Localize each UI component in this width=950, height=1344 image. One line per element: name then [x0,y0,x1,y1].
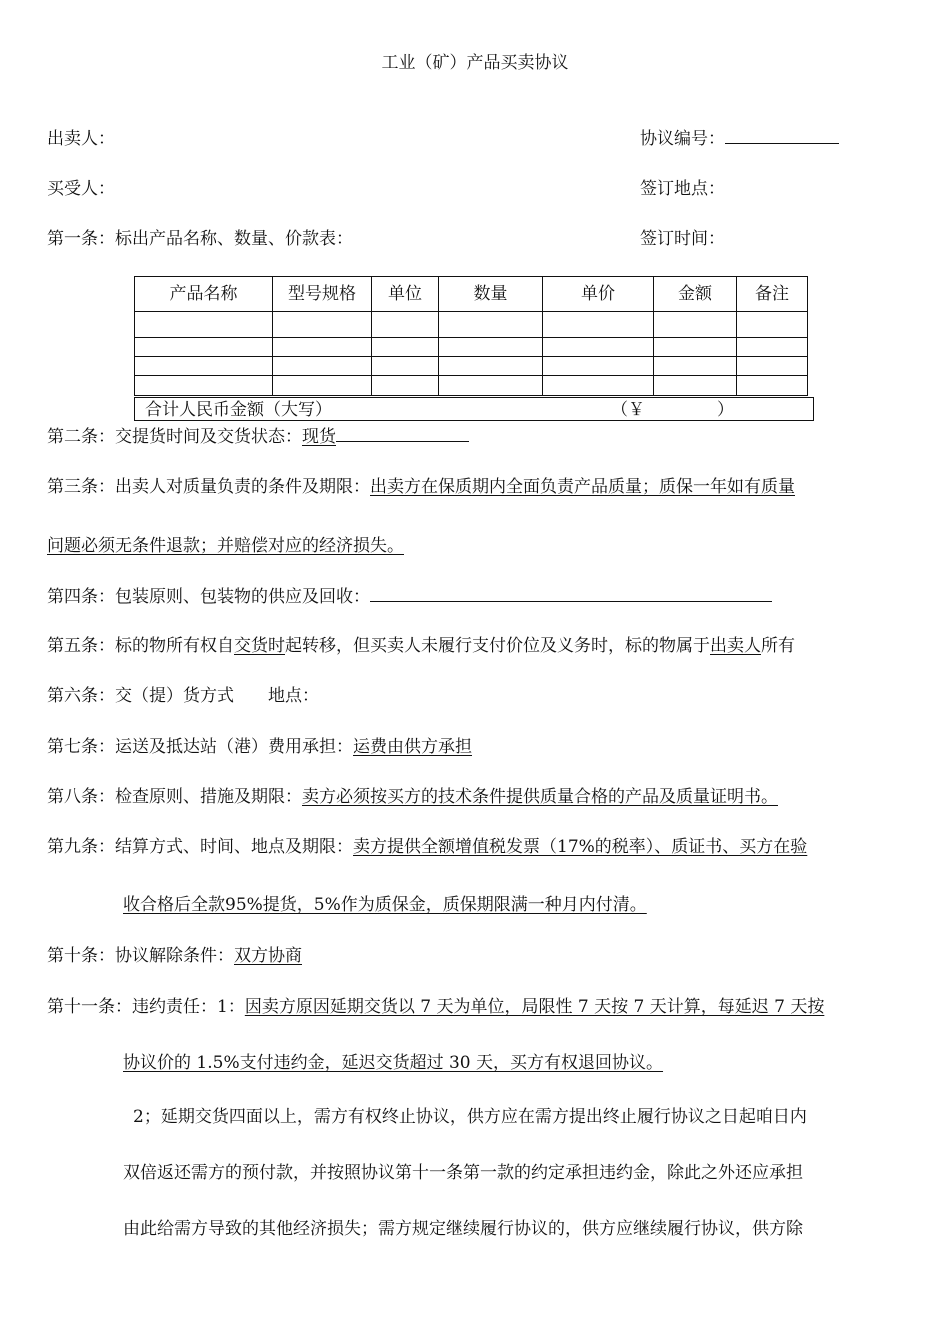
table-cell [543,357,654,376]
total-label: 合计人民币金额（大写） [145,400,332,420]
sign-place-label: 签订地点： [640,179,725,199]
table-cell [372,312,439,338]
article-8 [47,786,778,808]
table-cell [543,376,654,396]
agreement-no-blank [725,129,839,144]
article-7-label: 第七条：运送及抵达站（港）费用承担： [47,737,353,757]
article-9-value: 卖方提供全额增值税发票（17%的税率）、质证书、买方在验 [353,837,808,857]
table-cell [273,338,372,357]
article-8-value: 卖方必须按买方的技术条件提供质量合格的产品及质量证明书。 [302,787,778,807]
table-cell [654,376,737,396]
article-9-label: 第九条：结算方式、时间、地点及期限： [47,837,353,857]
sign-time-label: 签订时间： [640,229,725,249]
table-cell [439,357,543,376]
table-cell [273,376,372,396]
page-title: 工业（矿）产品买卖协议 [381,53,569,73]
article-5-underlined-2: 出卖人 [710,636,761,656]
article-7-value: 运费由供方承担 [353,737,472,757]
article-2-label: 第二条：交提货时间及交货状态： [47,427,302,447]
article-1: 第一条：标出产品名称、数量、价款表： [47,229,353,249]
table-cell [273,357,372,376]
article-5-part-2: 起转移，但买卖人未履行支付价位及义务时，标的物属于 [285,636,710,656]
article-2 [47,426,469,448]
article-11-label: 第十一条：违约责任：1： [47,997,245,1017]
article-5 [47,635,795,657]
buyer-label: 买受人： [47,179,115,199]
agreement-no-label [640,128,839,150]
table-cell [135,338,273,357]
article-9-line-2: 收合格后全款95%提货，5%作为质保金，质保期限满一种月内付清。 [123,895,647,915]
col-quantity: 数量 [439,277,543,312]
table-cell [135,376,273,396]
article-4-label: 第四条：包装原则、包装物的供应及回收： [47,587,370,607]
table-cell [737,338,808,357]
table-cell [543,312,654,338]
agreement-no-text: 协议编号： [640,129,725,149]
table-cell [654,357,737,376]
article-10-label: 第十条：协议解除条件： [47,946,234,966]
col-unit-price: 单价 [543,277,654,312]
article-11-line-2: 协议价的 1.5%支付违约金，延迟交货超过 30 天，买方有权退回协议。 [123,1053,664,1073]
article-2-blank [336,427,469,442]
article-4 [47,586,772,608]
table-cell [439,376,543,396]
article-3-value: 出卖方在保质期内全面负责产品质量；质保一年如有质量 [370,477,795,497]
article-3-line-2: 问题必须无条件退款；并赔偿对应的经济损失。 [47,536,404,556]
article-11-clause-2-line-3: 由此给需方导致的其他经济损失；需方规定继续履行协议的，供方应继续履行协议，供方除 [123,1219,803,1239]
article-11-clause-2-line-1: 2；延期交货四面以上，需方有权终止协议，供方应在需方提出终止履行协议之日起咱日内 [133,1107,807,1127]
table-cell [372,338,439,357]
seller-label: 出卖人： [47,129,115,149]
table-header-row [135,277,808,312]
table-cell [737,376,808,396]
table-cell [372,376,439,396]
article-11-clause-2-line-2: 双倍返还需方的预付款，并按照协议第十一条第一款的约定承担违约金，除此之外还应承担 [123,1163,803,1183]
article-5-part-3: 所有 [761,636,795,656]
article-7 [47,736,472,758]
article-3-line-1 [47,476,795,498]
col-unit: 单位 [372,277,439,312]
table-cell [737,357,808,376]
article-2-value: 现货 [302,427,336,447]
table-row [135,312,808,338]
article-10-value: 双方协商 [234,946,302,966]
article-10 [47,945,302,967]
table-cell [372,357,439,376]
article-11-value: 因卖方原因延期交货以 7 天为单位，局限性 7 天按 7 天计算，每延迟 7 天按 [244,997,825,1017]
col-model: 型号规格 [273,277,372,312]
article-9-line-1 [47,836,807,858]
table-cell [273,312,372,338]
col-product-name: 产品名称 [135,277,273,312]
col-amount: 金额 [654,277,737,312]
table-row [135,357,808,376]
table-cell [135,312,273,338]
total-row [134,397,814,421]
article-5-underlined-1: 交货时 [234,636,285,656]
article-8-label: 第八条：检查原则、措施及期限： [47,787,302,807]
product-table [134,276,808,396]
table-cell [439,312,543,338]
table-cell [543,338,654,357]
total-yen-open: （￥ [611,400,645,420]
article-3-label: 第三条：出卖人对质量负责的条件及期限： [47,477,370,497]
table-cell [439,338,543,357]
article-4-blank [370,587,772,602]
table-cell [654,312,737,338]
table-row [135,338,808,357]
table-cell [135,357,273,376]
table-cell [737,312,808,338]
total-yen-close: ） [717,400,734,420]
article-6: 第六条：交（提）货方式 地点： [47,686,319,706]
table-cell [654,338,737,357]
col-remarks: 备注 [737,277,808,312]
article-11-line-1 [47,996,824,1018]
table-row [135,376,808,396]
article-5-part-1: 第五条：标的物所有权自 [47,636,234,656]
